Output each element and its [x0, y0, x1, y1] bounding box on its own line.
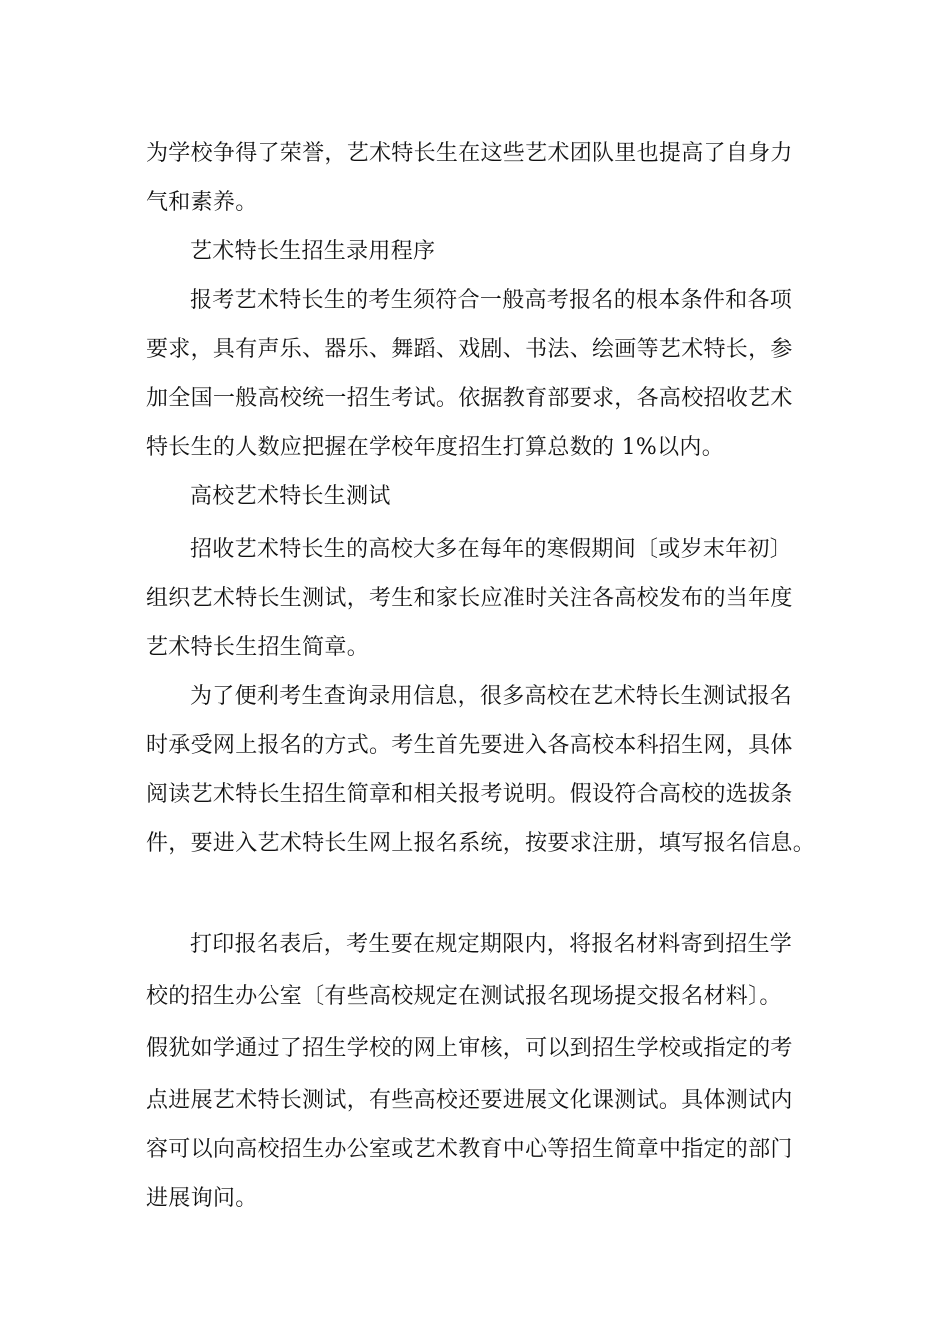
text-line: 艺术特长生招生简章。 — [146, 635, 370, 660]
text-line: 要求，具有声乐、器乐、舞蹈、戏剧、书法、绘画等艺术特长，参 — [146, 337, 793, 362]
text-line: 报考艺术特长生的考生须符合一般高考报名的根本条件和各项 — [190, 288, 793, 313]
text-line: 加全国一般高校统一招生考试。依据教育部要求，各高校招收艺术 — [146, 386, 793, 411]
text-line: 为了便利考生查询录用信息，很多高校在艺术特长生测试报名 — [190, 684, 793, 709]
text-line: 组织艺术特长生测试，考生和家长应准时关注各高校发布的当年度 — [146, 586, 793, 611]
text-line: 气和素养。 — [146, 190, 258, 215]
text-line: 时承受网上报名的方式。考生首先要进入各高校本科招生网，具体 — [146, 733, 793, 758]
text-line: 件，要进入艺术特长生网上报名系统，按要求注册，填写报名信息。 — [146, 831, 816, 856]
text-line: 打印报名表后，考生要在规定期限内，将报名材料寄到招生学 — [190, 932, 793, 957]
text-line: 进展询问。 — [146, 1186, 258, 1211]
text-line: 容可以向高校招生办公室或艺术教育中心等招生简章中指定的部门 — [146, 1137, 793, 1162]
section-heading: 艺术特长生招生录用程序 — [190, 239, 436, 264]
text-line: 校的招生办公室〔有些高校规定在测试报名现场提交报名材料〕。 — [146, 984, 782, 1009]
text-line: 招收艺术特长生的高校大多在每年的寒假期间〔或岁末年初〕 — [190, 537, 793, 562]
text-line: 假犹如学通过了招生学校的网上审核，可以到招生学校或指定的考 — [146, 1036, 793, 1061]
text-line: 为学校争得了荣誉，艺术特长生在这些艺术团队里也提高了自身力 — [146, 141, 793, 166]
section-heading: 高校艺术特长生测试 — [190, 484, 391, 509]
text-line: 特长生的人数应把握在学校年度招生打算总数的 1%以内。 — [146, 435, 724, 460]
text-line: 点进展艺术特长测试，有些高校还要进展文化课测试。具体测试内 — [146, 1088, 793, 1113]
text-line: 阅读艺术特长生招生简章和相关报考说明。假设符合高校的选拔条 — [146, 782, 793, 807]
